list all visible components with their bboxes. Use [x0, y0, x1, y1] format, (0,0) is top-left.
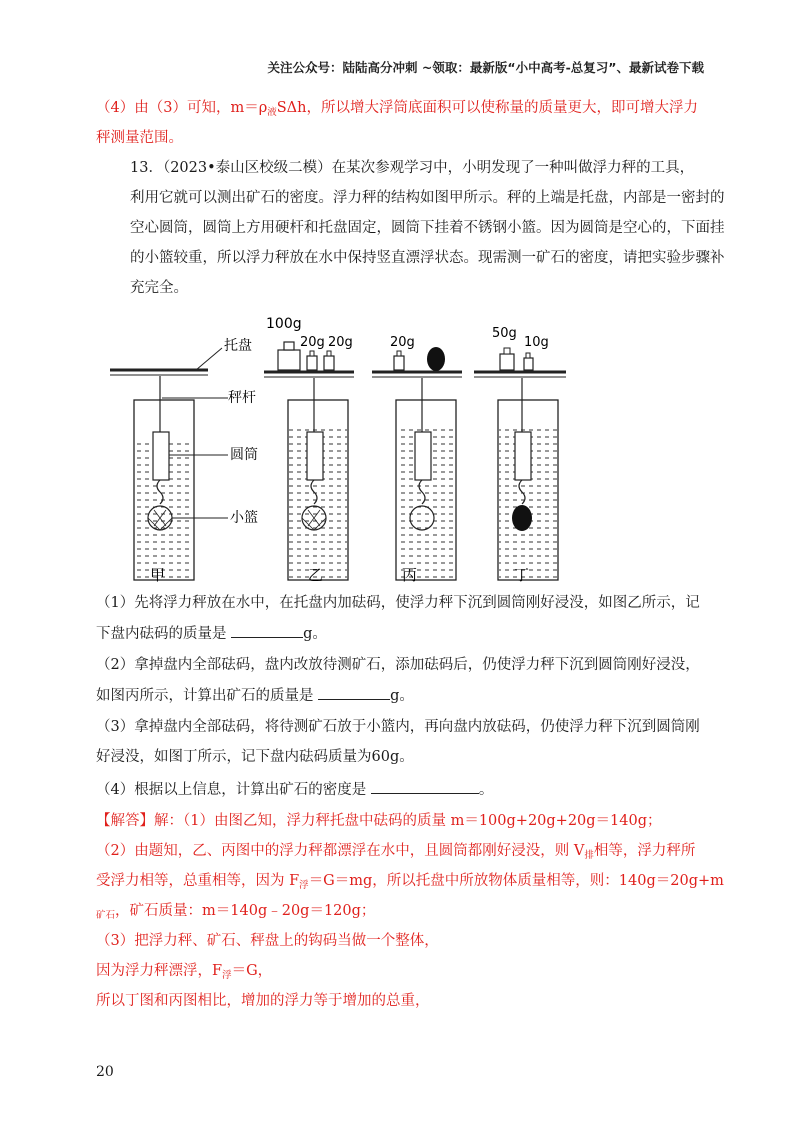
panel-bing	[372, 347, 462, 580]
question-intro-line: 充完全。	[130, 280, 188, 296]
weight-label-20g: 20g	[328, 335, 353, 350]
weight-label-20g: 20g	[390, 335, 415, 350]
answer-line-7: 所以丁图和丙图相比，增加的浮力等于增加的总重，	[96, 993, 430, 1009]
answer-line-3: 受浮力相等，总重相等，因为 $F_浮=G=mg$，所以托盘中所放物体质量相等，则：140g＝20g+m	[96, 873, 724, 891]
label-rod: 秤杆	[228, 390, 256, 406]
answer-blank-1[interactable]	[231, 623, 303, 638]
question-intro-line: 13．（2023•泰山区校级二模）在某次参观学习中，小明发现了一种叫做浮力秤的工具，	[130, 160, 695, 176]
panel-yi	[264, 342, 354, 580]
weight-label-10g: 10g	[524, 335, 549, 350]
question-intro-line: 利用它就可以测出矿石的密度。浮力秤的结构如图甲所示。秤的上端是托盘，内部是一密封的	[130, 190, 725, 206]
panel-label-yi: 乙	[308, 566, 324, 584]
question-intro-line: 的小篮较重，所以浮力秤放在水中保持竖直漂浮状态。现需测一矿石的密度，请把实验步骤补	[130, 250, 725, 266]
question-intro-line: 空心圆筒，圆筒上方用硬杆和托盘固定，圆筒下挂着不锈钢小篮。因为圆筒是空心的，下面挂	[130, 220, 725, 236]
weight-label-50g: 50g	[492, 326, 517, 341]
step-3-line-2: 好浸没，如图丁所示，记下盘内砝码质量为60g。	[96, 749, 414, 765]
label-cylinder: 圆筒	[230, 447, 258, 463]
weight-label-20g: 20g	[300, 335, 325, 350]
step-4-line: （4）根据以上信息，计算出矿石的密度是 。	[96, 779, 716, 800]
weight-label-100g: 100g	[266, 316, 302, 332]
answer-line-4: $_{矿石}$，矿石质量：m＝140g﹣20g＝120g；	[96, 903, 376, 921]
answer-line-2: （2）由题知，乙、丙图中的浮力秤都漂浮在水中，且圆筒都刚好浸没，则 $V_排$相等，浮力秤所	[96, 843, 696, 861]
answer-blank-2[interactable]	[318, 685, 390, 700]
page-number: 20	[96, 1064, 114, 1080]
panel-ding	[474, 348, 566, 580]
panel-label-bing: 丙	[402, 566, 418, 584]
label-tray: 托盘	[224, 338, 252, 354]
answer-line-6: 因为浮力秤漂浮，$F_浮=G$，	[96, 963, 273, 981]
answer-line-1: 【解答】解：（1）由图乙知，浮力秤托盘中砝码的质量 m＝100g+20g+20g＝140g；	[96, 813, 662, 829]
panel-jia	[110, 348, 228, 580]
answer-blank-4[interactable]	[371, 779, 479, 794]
step-1-line-1: （1）先将浮力秤放在水中，在托盘内加砝码，使浮力秤下沉到圆筒刚好浸没，如图乙所示，记	[96, 595, 700, 611]
page-header: 关注公众号：陆陆高分冲刺 ~领取：最新版“小中高考-总复习”、最新试卷下载	[267, 60, 704, 75]
label-basket: 小篮	[230, 510, 258, 526]
answer-line-5: （3）把浮力秤、矿石、秤盘上的钩码当做一个整体，	[96, 933, 439, 949]
prev-answer-line-2: 秤测量范围。	[96, 130, 183, 146]
step-1-line-2: 下盘内砝码的质量是 g。	[96, 623, 716, 644]
panel-label-jia: 甲	[150, 566, 166, 584]
step-2-line-2: 如图丙所示，计算出矿石的质量是 g。	[96, 685, 716, 706]
panel-label-ding: 丁	[514, 566, 530, 584]
prev-answer-line-1: （4）由（3）可知，$m=\rho_液S\Delta h$，所以增大浮筒底面积可以使称量的质量更大，即可增大浮力	[96, 100, 698, 118]
step-2-line-1: （2）拿掉盘内全部砝码，盘内改放待测矿石，添加砝码后，仍使浮力秤下沉到圆筒刚好浸没，	[96, 657, 700, 673]
step-3-line-1: （3）拿掉盘内全部砝码，将待测矿石放于小篮内，再向盘内放砝码，仍使浮力秤下沉到圆筒刚	[96, 719, 700, 735]
